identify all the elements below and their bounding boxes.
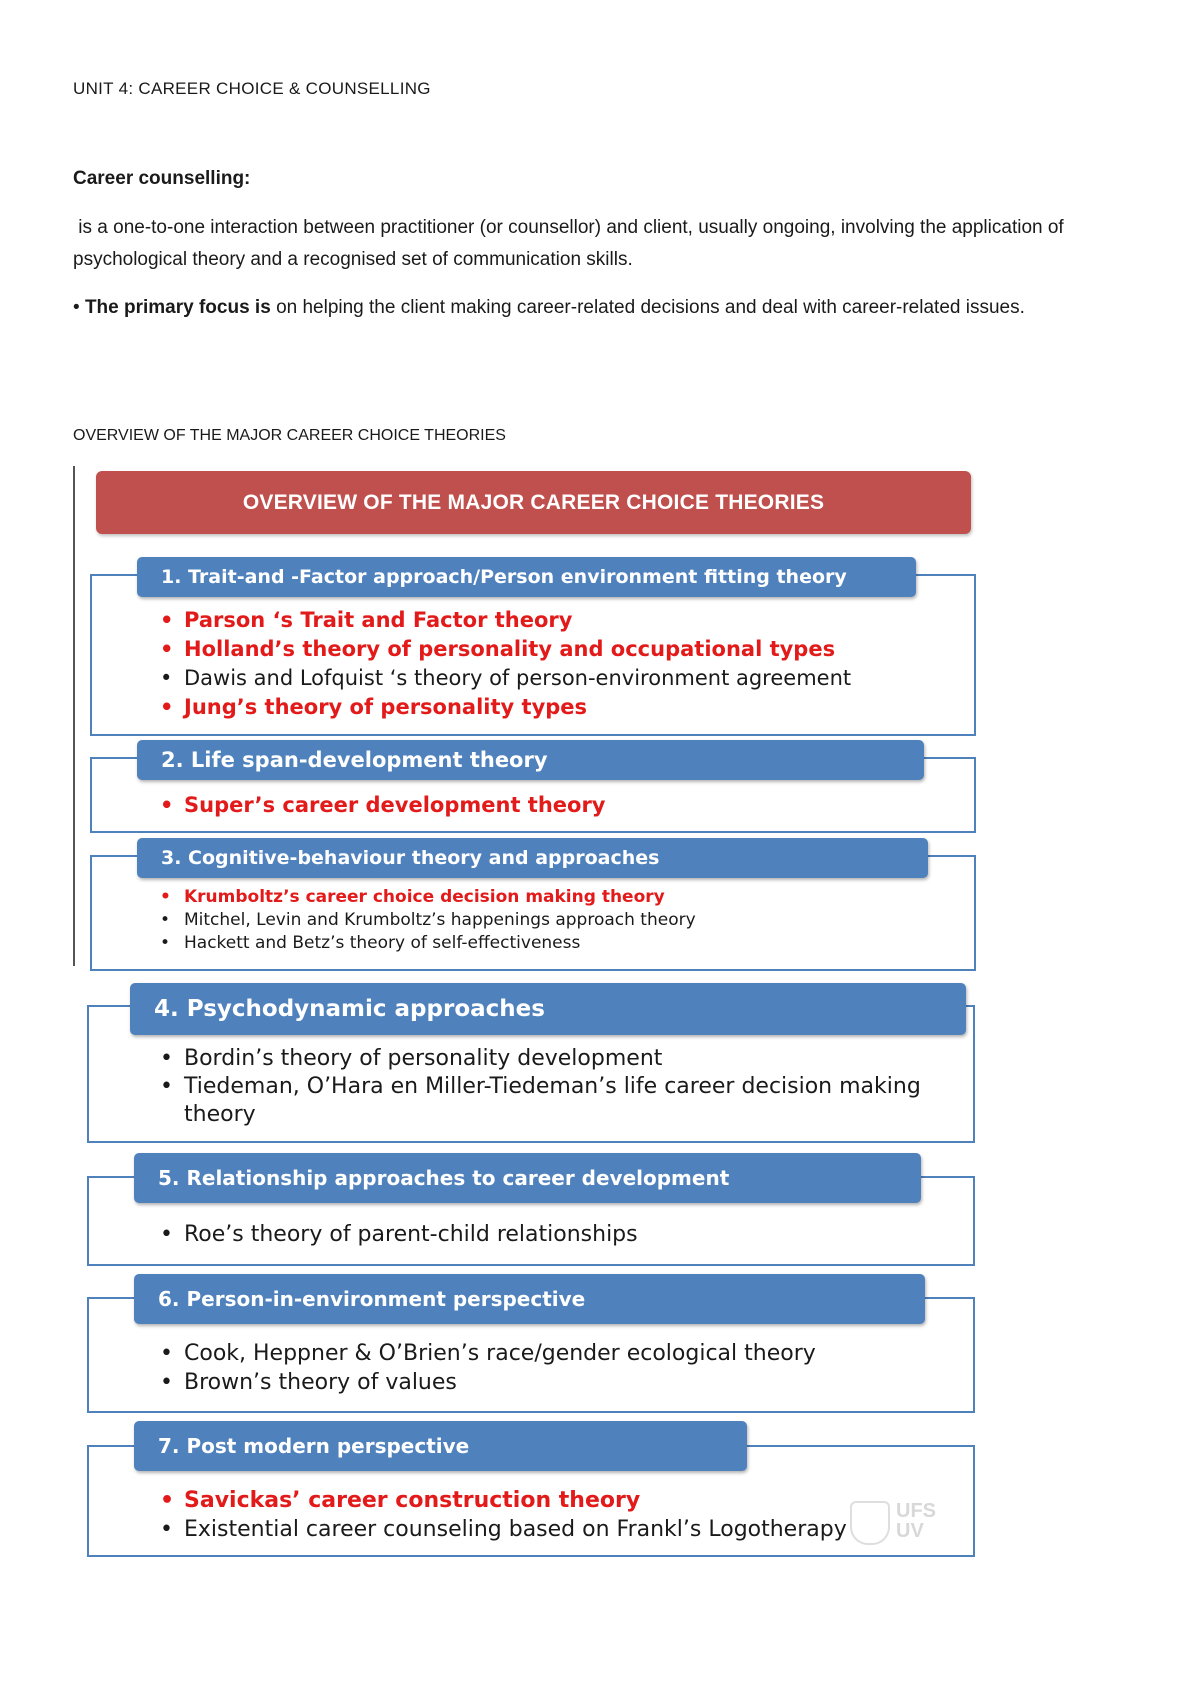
theory-item: • Parson ‘s Trait and Factor theory <box>160 606 940 635</box>
primary-focus-bold: The primary focus is <box>84 297 271 318</box>
theory-item: • Jung’s theory of personality types <box>160 693 940 722</box>
section-heading: 5. Relationship approaches to career development <box>134 1153 921 1203</box>
watermark-line-1: UFS <box>896 1500 936 1522</box>
section-item-list <box>160 606 940 722</box>
primary-focus-text: on helping the client making career-related decisions and deal with career-related issues. <box>276 297 1025 318</box>
section-item-list <box>160 1220 940 1249</box>
section-item-list <box>160 791 940 820</box>
section-heading: 7. Post modern perspective <box>134 1421 747 1471</box>
theory-item: • Bordin’s theory of personality development <box>160 1045 940 1073</box>
theory-item: • Tiedeman, O’Hara en Miller-Tiedeman’s life career decision making theory <box>160 1073 940 1129</box>
career-counselling-heading: Career counselling: <box>73 168 251 189</box>
theory-item: • Holland’s theory of personality and occupational types <box>160 635 940 664</box>
section-heading: 4. Psychodynamic approaches <box>130 983 966 1035</box>
theory-item: • Brown’s theory of values <box>160 1368 940 1397</box>
watermark-text <box>896 1501 936 1541</box>
overview-caption: OVERVIEW OF THE MAJOR CAREER CHOICE THEORIES <box>73 427 506 444</box>
theory-item: • Cook, Heppner & O’Brien’s race/gender ecological theory <box>160 1339 940 1368</box>
theory-item: • Krumboltz’s career choice decision making theory <box>160 886 940 909</box>
unit-title: UNIT 4: CAREER CHOICE & COUNSELLING <box>73 79 431 98</box>
theory-item: • Super’s career development theory <box>160 791 940 820</box>
shield-icon <box>850 1501 890 1545</box>
definition-text: is a one-to-one interaction between practitioner (or counsellor) and client, usually ongoing, involving the application of psychological theory and a recognised set of communication skills. <box>73 217 1064 270</box>
theory-item: • Savickas’ career construction theory <box>160 1486 940 1515</box>
watermark-line-2: UV <box>896 1520 924 1542</box>
career-counselling-definition <box>73 212 1133 276</box>
primary-focus-paragraph: • The primary focus is on helping the client making career-related decisions and deal with career-related issues. <box>73 297 1025 318</box>
theory-item: • Mitchel, Levin and Krumboltz’s happenings approach theory <box>160 909 940 932</box>
section-item-list <box>160 1339 940 1397</box>
theory-item: • Existential career counseling based on Frankl’s Logotherapy <box>160 1515 940 1544</box>
theory-item: • Hackett and Betz’s theory of self-effectiveness <box>160 932 940 955</box>
section-item-list <box>160 1486 940 1544</box>
section-heading: 1. Trait-and -Factor approach/Person environment fitting theory <box>137 557 916 597</box>
theory-item: • Dawis and Lofquist ‘s theory of person-environment agreement <box>160 664 940 693</box>
theory-item: • Roe’s theory of parent-child relationships <box>160 1220 940 1249</box>
section-heading: 6. Person-in-environment perspective <box>134 1274 925 1324</box>
section-heading: 2. Life span-development theory <box>137 740 924 780</box>
section-heading: 3. Cognitive-behaviour theory and approaches <box>137 838 928 878</box>
left-margin-rule <box>73 466 75 966</box>
diagram-title: OVERVIEW OF THE MAJOR CAREER CHOICE THEORIES <box>96 471 971 534</box>
ufs-watermark <box>850 1497 950 1547</box>
section-item-list <box>160 886 940 955</box>
section-item-list <box>160 1045 940 1129</box>
